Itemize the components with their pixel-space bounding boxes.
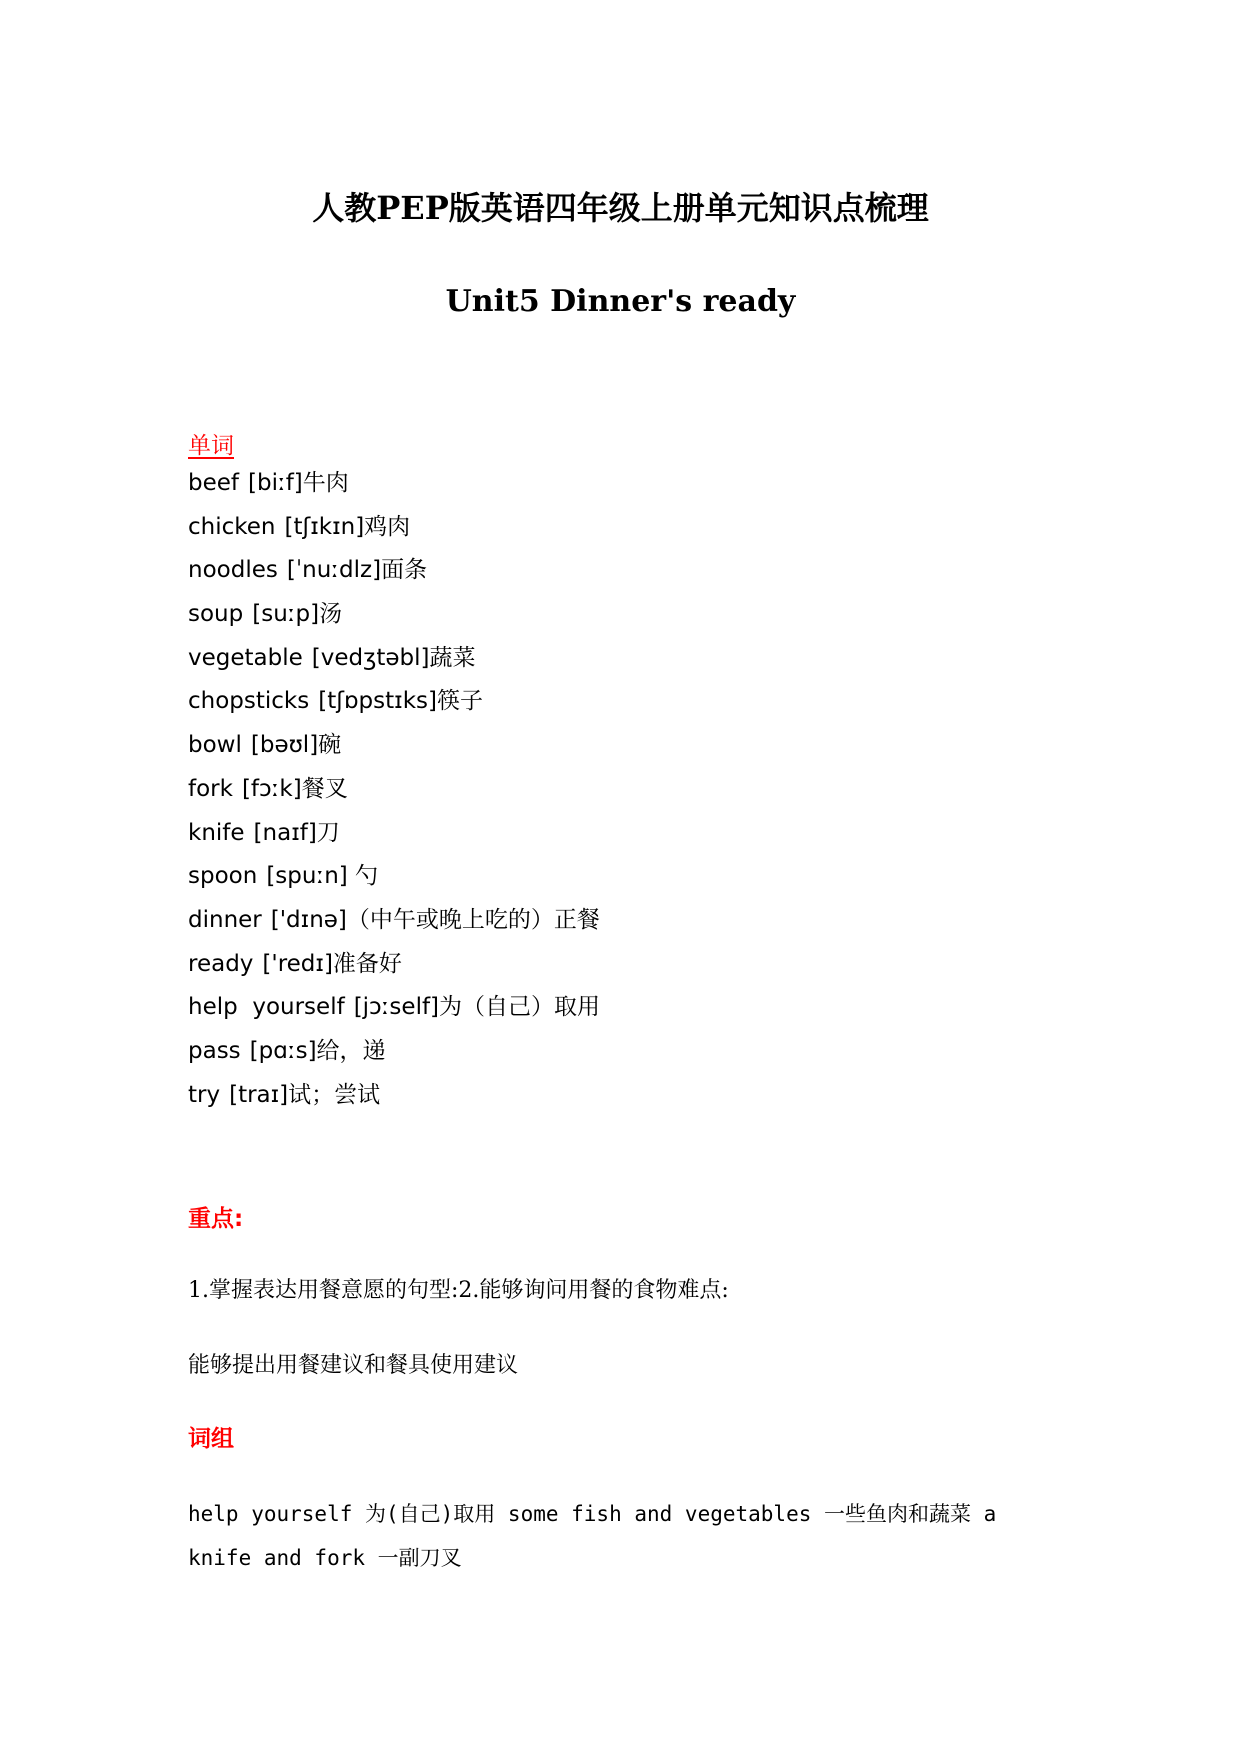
vocab-word: help yourself bbox=[188, 994, 345, 1021]
key-points-line-1: 1.掌握表达用餐意愿的句型:2.能够询问用餐的食物难点: bbox=[188, 1278, 729, 1303]
vocab-item-try bbox=[188, 1074, 600, 1118]
vocab-word: pass bbox=[188, 1037, 241, 1064]
vocab-word: bowl bbox=[188, 732, 242, 759]
vocab-word: soup bbox=[188, 601, 244, 628]
vocab-phonetic: [naɪf]刀 bbox=[253, 819, 340, 846]
vocab-item-ready bbox=[188, 943, 600, 987]
vocab-item-help-yourself bbox=[188, 986, 600, 1030]
document-title: 人教PEP版英语四年级上册单元知识点梳理 bbox=[312, 189, 929, 227]
vocab-word: chopsticks bbox=[188, 688, 310, 715]
vocab-phonetic: [pɑːs]给，递 bbox=[249, 1037, 386, 1064]
vocab-word: beef bbox=[188, 470, 239, 496]
vocabulary-heading: 单词 bbox=[188, 433, 234, 459]
vocab-word: try bbox=[188, 1081, 221, 1108]
vocab-phonetic: [jɔːself]为（自己）取用 bbox=[353, 994, 601, 1021]
vocab-phonetic: [tʃɒpstɪks]筷子 bbox=[318, 688, 483, 715]
vocab-word: noodles bbox=[188, 557, 278, 584]
vocab-word: knife bbox=[188, 819, 245, 846]
key-points-line-2: 能够提出用餐建议和餐具使用建议 bbox=[188, 1353, 519, 1378]
vocab-phonetic: ['dɪnə]（中午或晚上吃的）正餐 bbox=[270, 906, 600, 933]
vocab-word: chicken bbox=[188, 513, 276, 540]
vocab-phonetic: [fɔːk]餐叉 bbox=[241, 775, 348, 802]
vocab-phonetic: [biːf]牛肉 bbox=[248, 470, 349, 496]
vocab-item-noodles bbox=[188, 549, 600, 593]
vocab-phonetic: [ˈnuːdlz]面条 bbox=[286, 557, 428, 584]
vocab-item-spoon bbox=[188, 855, 600, 899]
vocab-item-fork bbox=[188, 768, 600, 812]
vocab-word: dinner bbox=[188, 906, 262, 933]
vocab-word: ready bbox=[188, 950, 254, 977]
key-points-heading: 重点: bbox=[188, 1206, 244, 1232]
vocab-item-pass bbox=[188, 1030, 600, 1074]
phrases-heading: 词组 bbox=[188, 1426, 234, 1452]
vocab-item-knife bbox=[188, 812, 600, 856]
vocab-phonetic: [traɪ]试；尝试 bbox=[229, 1081, 381, 1108]
vocab-phonetic: [spuːn] 勺 bbox=[266, 863, 379, 890]
vocab-item-vegetable bbox=[188, 637, 600, 681]
vocab-phonetic: [tʃɪkɪn]鸡肉 bbox=[284, 513, 411, 540]
vocab-item-chicken bbox=[188, 506, 600, 550]
vocab-word: fork bbox=[188, 775, 233, 802]
vocab-item-beef bbox=[188, 462, 600, 506]
vocabulary-list bbox=[188, 462, 600, 1117]
vocab-phonetic: [suːp]汤 bbox=[252, 601, 343, 628]
vocab-phonetic: [bəʊl]碗 bbox=[250, 732, 342, 759]
unit-title: Unit5 Dinner's ready bbox=[445, 284, 796, 319]
vocab-item-bowl bbox=[188, 724, 600, 768]
phrases-text: help yourself 为(自己)取用 some fish and vegetables 一些鱼肉和蔬菜 a knife and fork 一副刀叉 bbox=[188, 1502, 997, 1570]
vocab-word: spoon bbox=[188, 863, 258, 890]
vocab-item-soup bbox=[188, 593, 600, 637]
vocab-item-chopsticks bbox=[188, 680, 600, 724]
vocab-phonetic: ['redɪ]准备好 bbox=[262, 950, 402, 977]
vocab-phonetic: [vedʒtəbl]蔬菜 bbox=[311, 644, 476, 671]
vocab-word: vegetable bbox=[188, 644, 303, 671]
vocab-item-dinner bbox=[188, 899, 600, 943]
